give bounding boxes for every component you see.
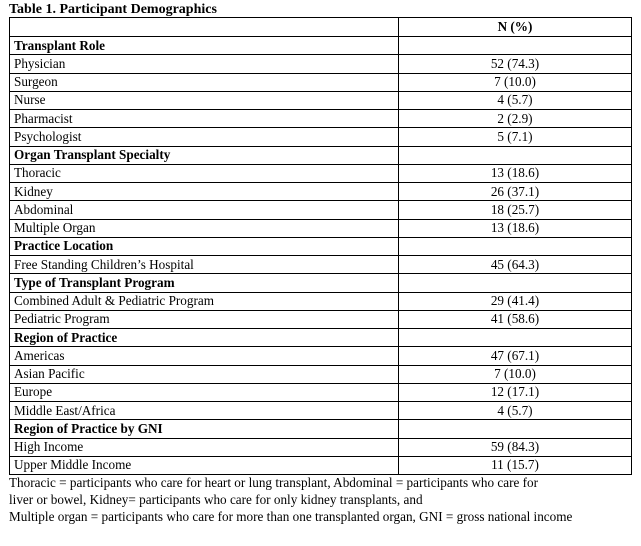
table-row <box>10 55 632 73</box>
category-row <box>10 37 632 55</box>
table-row <box>10 292 632 310</box>
table-row <box>10 91 632 109</box>
category-row <box>10 237 632 255</box>
row-value: 11 (15.7) <box>399 456 632 474</box>
category-row <box>10 420 632 438</box>
table-caption: Table 1. Participant Demographics <box>9 2 217 17</box>
footnote-line: liver or bowel, Kidney= participants who care for only kidney transplants, and <box>9 492 423 507</box>
table-body <box>10 37 632 475</box>
category-value-cell <box>399 329 632 347</box>
row-value: 45 (64.3) <box>399 256 632 274</box>
row-value: 41 (58.6) <box>399 310 632 328</box>
table-row <box>10 219 632 237</box>
category-row <box>10 329 632 347</box>
row-value: 59 (84.3) <box>399 438 632 456</box>
row-value: 47 (67.1) <box>399 347 632 365</box>
category-value-cell <box>399 237 632 255</box>
row-label: Upper Middle Income <box>10 456 399 474</box>
category-value-cell <box>399 420 632 438</box>
category-label: Practice Location <box>10 237 399 255</box>
row-value: 26 (37.1) <box>399 183 632 201</box>
row-label: Pediatric Program <box>10 310 399 328</box>
table-row <box>10 164 632 182</box>
category-label: Transplant Role <box>10 37 399 55</box>
row-label: Multiple Organ <box>10 219 399 237</box>
row-label: Europe <box>10 383 399 401</box>
category-label: Region of Practice <box>10 329 399 347</box>
row-label: Americas <box>10 347 399 365</box>
header-label-cell <box>10 18 399 37</box>
category-value-cell <box>399 274 632 292</box>
table-row <box>10 347 632 365</box>
row-value: 7 (10.0) <box>399 365 632 383</box>
table-header-row <box>10 18 632 37</box>
row-value: 2 (2.9) <box>399 110 632 128</box>
footnote-line: Multiple organ = participants who care for more than one transplanted organ, GNI = gross national income <box>9 509 573 524</box>
table-footnote <box>9 474 639 525</box>
row-value: 18 (25.7) <box>399 201 632 219</box>
category-value-cell <box>399 37 632 55</box>
table-row <box>10 201 632 219</box>
table-row <box>10 456 632 474</box>
row-value: 13 (18.6) <box>399 164 632 182</box>
row-label: Thoracic <box>10 164 399 182</box>
row-label: Physician <box>10 55 399 73</box>
row-label: Kidney <box>10 183 399 201</box>
row-label: Psychologist <box>10 128 399 146</box>
row-value: 7 (10.0) <box>399 73 632 91</box>
category-label: Type of Transplant Program <box>10 274 399 292</box>
row-label: Surgeon <box>10 73 399 91</box>
footnote-line: Thoracic = participants who care for heart or lung transplant, Abdominal = participants who care for <box>9 475 538 490</box>
row-label: Abdominal <box>10 201 399 219</box>
row-label: High Income <box>10 438 399 456</box>
table-row <box>10 256 632 274</box>
table-row <box>10 383 632 401</box>
category-value-cell <box>399 146 632 164</box>
category-label: Organ Transplant Specialty <box>10 146 399 164</box>
column-header-n-percent: N (%) <box>399 18 632 37</box>
table-row <box>10 402 632 420</box>
table-row <box>10 438 632 456</box>
row-label: Nurse <box>10 91 399 109</box>
row-value: 4 (5.7) <box>399 402 632 420</box>
category-row <box>10 274 632 292</box>
row-label: Middle East/Africa <box>10 402 399 420</box>
table-row <box>10 365 632 383</box>
row-label: Asian Pacific <box>10 365 399 383</box>
table-row <box>10 73 632 91</box>
category-label: Region of Practice by GNI <box>10 420 399 438</box>
row-value: 52 (74.3) <box>399 55 632 73</box>
row-label: Free Standing Children’s Hospital <box>10 256 399 274</box>
category-row <box>10 146 632 164</box>
row-label: Pharmacist <box>10 110 399 128</box>
row-label: Combined Adult & Pediatric Program <box>10 292 399 310</box>
table-row <box>10 110 632 128</box>
table-row <box>10 183 632 201</box>
row-value: 12 (17.1) <box>399 383 632 401</box>
row-value: 4 (5.7) <box>399 91 632 109</box>
table-row <box>10 310 632 328</box>
demographics-table <box>9 17 632 475</box>
row-value: 5 (7.1) <box>399 128 632 146</box>
row-value: 13 (18.6) <box>399 219 632 237</box>
row-value: 29 (41.4) <box>399 292 632 310</box>
table-row <box>10 128 632 146</box>
